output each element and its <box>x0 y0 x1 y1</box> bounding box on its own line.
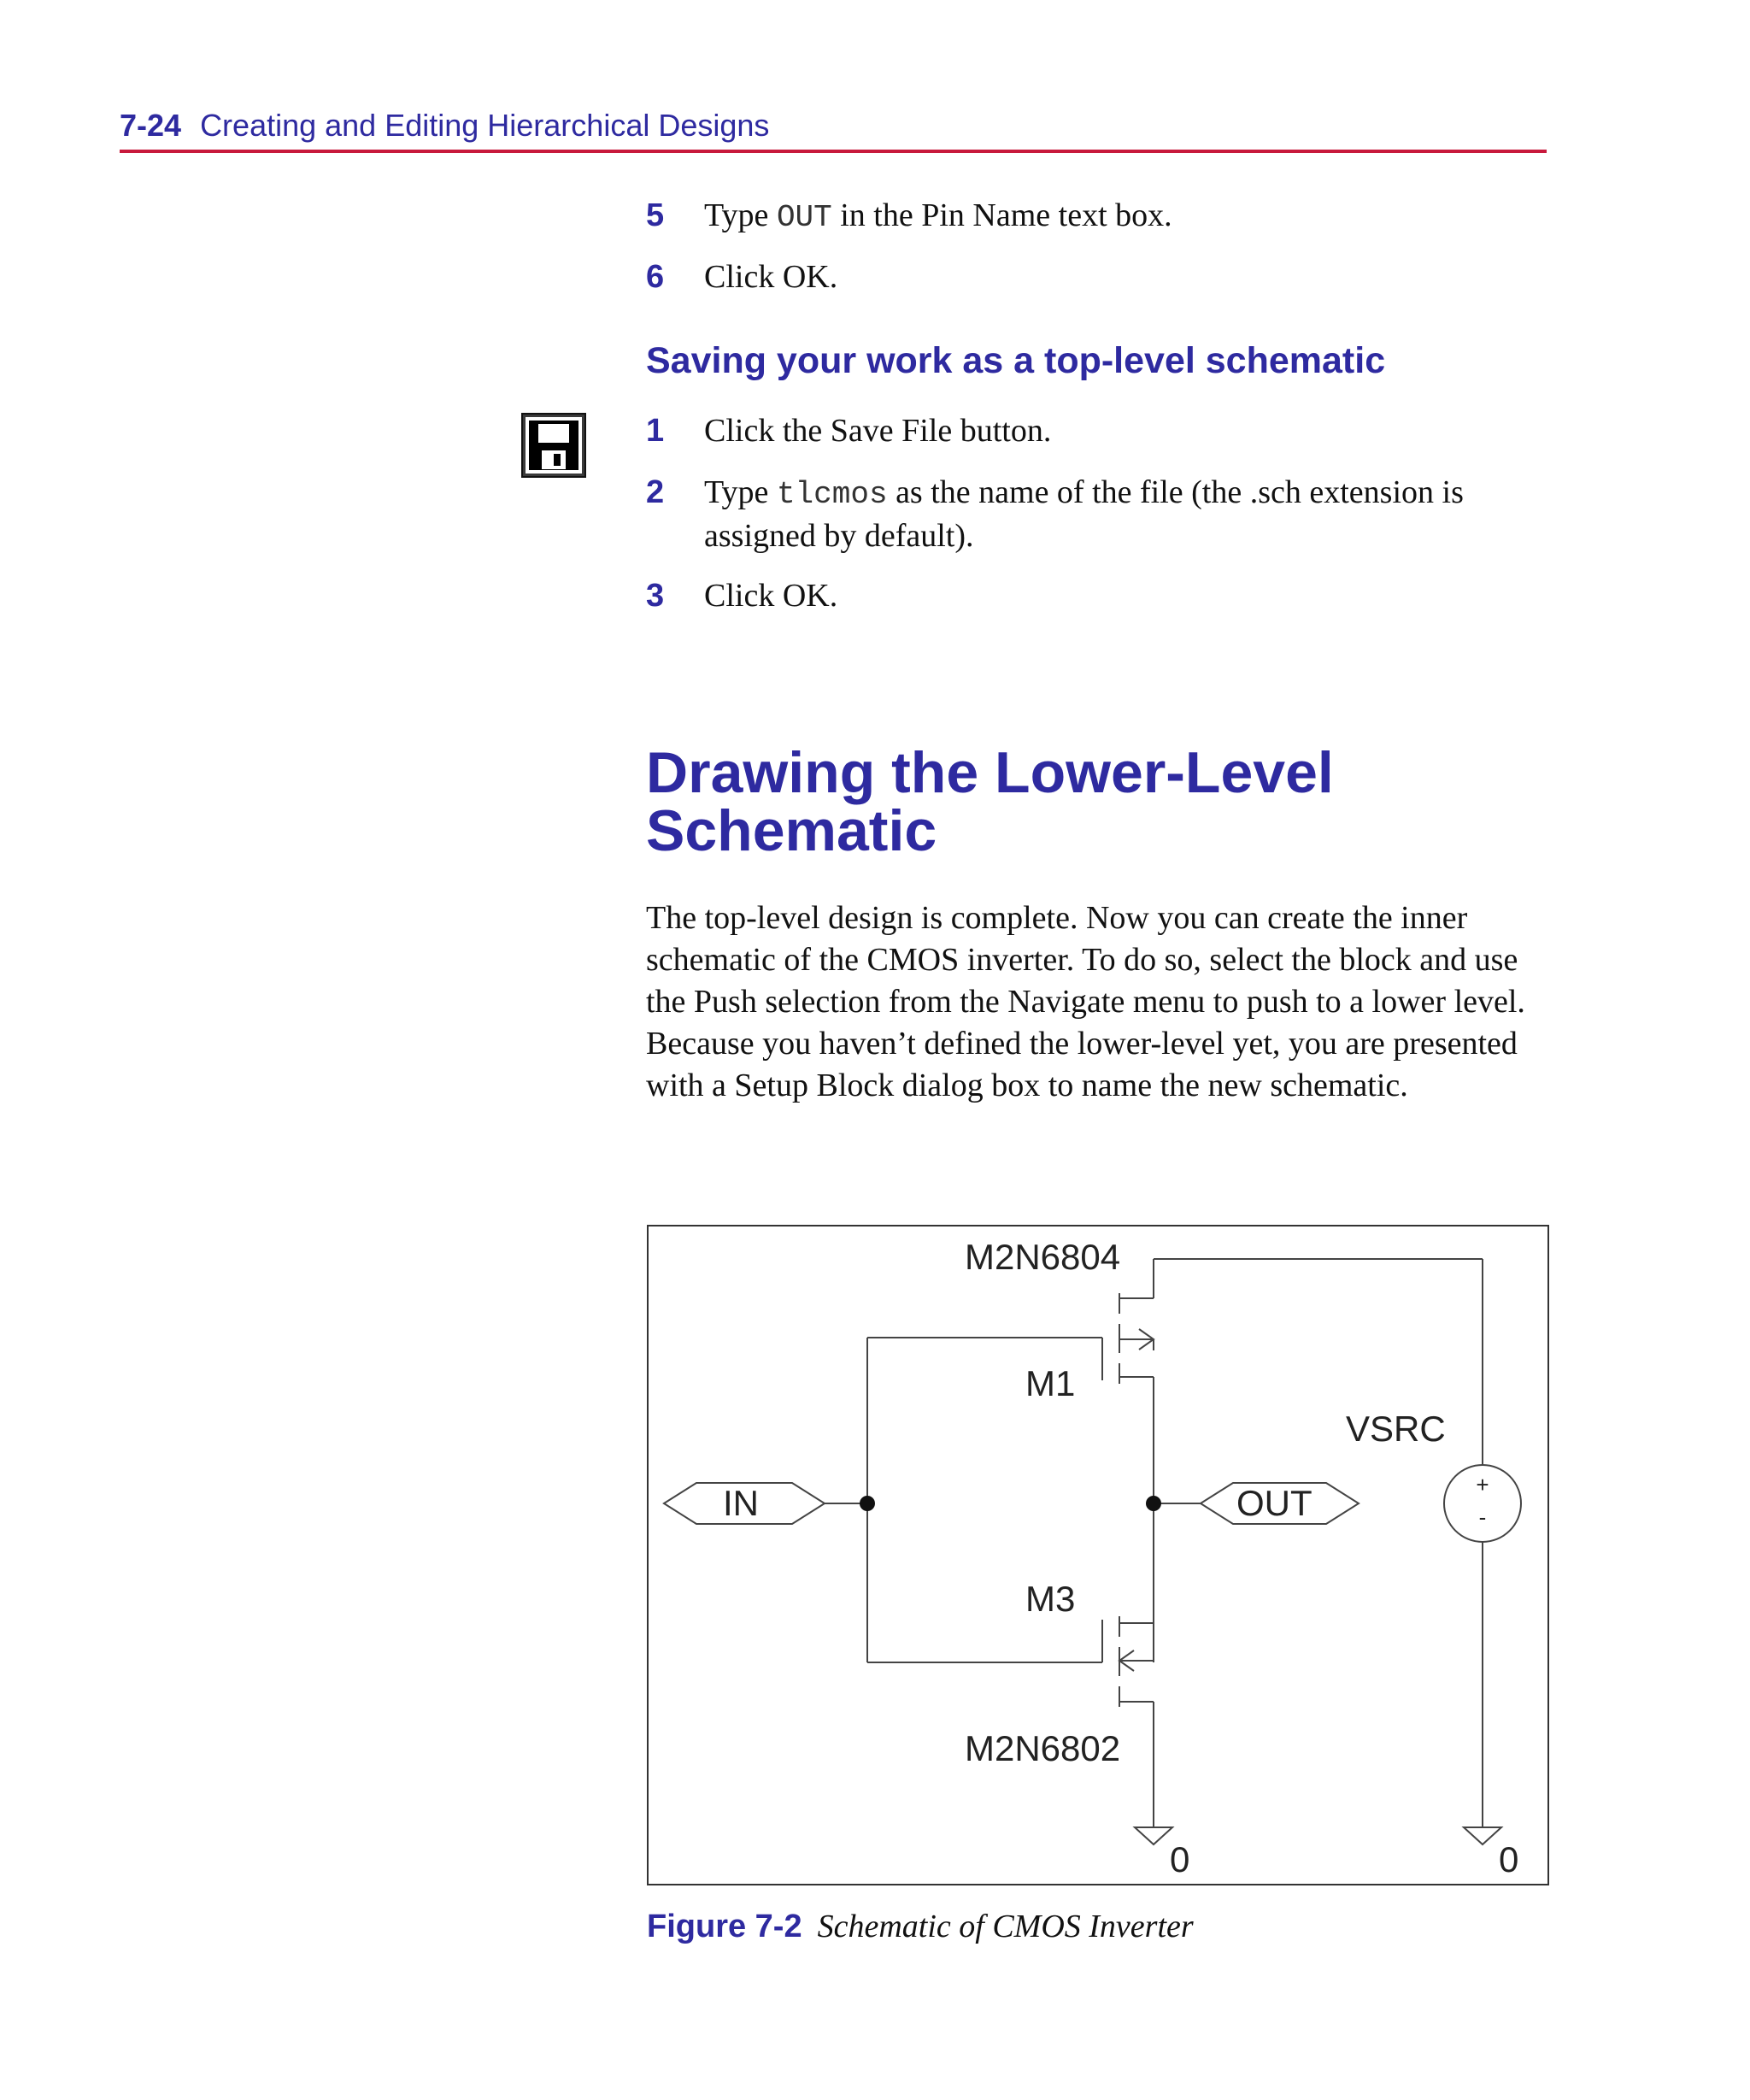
floppy-disk-icon <box>521 413 586 478</box>
running-header <box>120 108 1547 149</box>
junction-dot-out <box>1146 1496 1161 1511</box>
step-number: 5 <box>646 197 665 233</box>
label-plus: + <box>1476 1472 1489 1497</box>
section-heading-lower-level: Drawing the Lower-Level Schematic <box>646 740 1334 863</box>
label-ground-1: 0 <box>1170 1839 1190 1879</box>
step-text: Click OK. <box>704 259 838 295</box>
label-minus: - <box>1478 1504 1487 1530</box>
cmos-inverter-schematic <box>647 1225 1549 1885</box>
label-source: VSRC <box>1346 1409 1446 1449</box>
step-text: Type OUT in the Pin Name text box. <box>704 197 1172 235</box>
code-out: OUT <box>776 200 832 235</box>
step-number: 2 <box>646 474 665 510</box>
page-number: 7-24 <box>120 108 182 143</box>
figure-caption-label: Figure 7-2 <box>647 1909 802 1944</box>
header-rule <box>120 150 1547 153</box>
label-in-port: IN <box>723 1483 759 1523</box>
label-nmos-ref: M3 <box>1025 1579 1076 1619</box>
body-paragraph: The top-level design is complete. Now you can create the inner schematic of the CMOS inverter. To do so, select the block and use the Push selection from the Navigate menu to push to a lower level. Because you haven’t defined the lower-level yet, you are presented with a Setup Block dialog box to name the new schematic. <box>646 900 1525 1103</box>
junction-dot-in <box>860 1496 875 1511</box>
step-number: 1 <box>646 413 665 449</box>
label-out-port: OUT <box>1236 1483 1312 1523</box>
figure-caption <box>647 1908 1194 1945</box>
label-pmos-ref: M1 <box>1025 1363 1076 1403</box>
label-ground-2: 0 <box>1499 1839 1519 1879</box>
step-number: 3 <box>646 578 665 614</box>
step-text: Click the Save File button. <box>704 413 1052 449</box>
label-nmos-model: M2N6802 <box>965 1728 1121 1768</box>
code-filename: tlcmos <box>776 477 888 512</box>
section-heading-save: Saving your work as a top-level schematic <box>646 340 1386 381</box>
step-text: Click OK. <box>704 578 838 614</box>
step-number: 6 <box>646 259 665 295</box>
step-text: Type tlcmos as the name of the file (the .sch extension is assigned by default). <box>704 474 1464 554</box>
chapter-title: Creating and Editing Hierarchical Designs <box>200 108 770 143</box>
label-pmos-model: M2N6804 <box>965 1237 1121 1277</box>
figure-caption-text: Schematic of CMOS Inverter <box>817 1909 1194 1944</box>
